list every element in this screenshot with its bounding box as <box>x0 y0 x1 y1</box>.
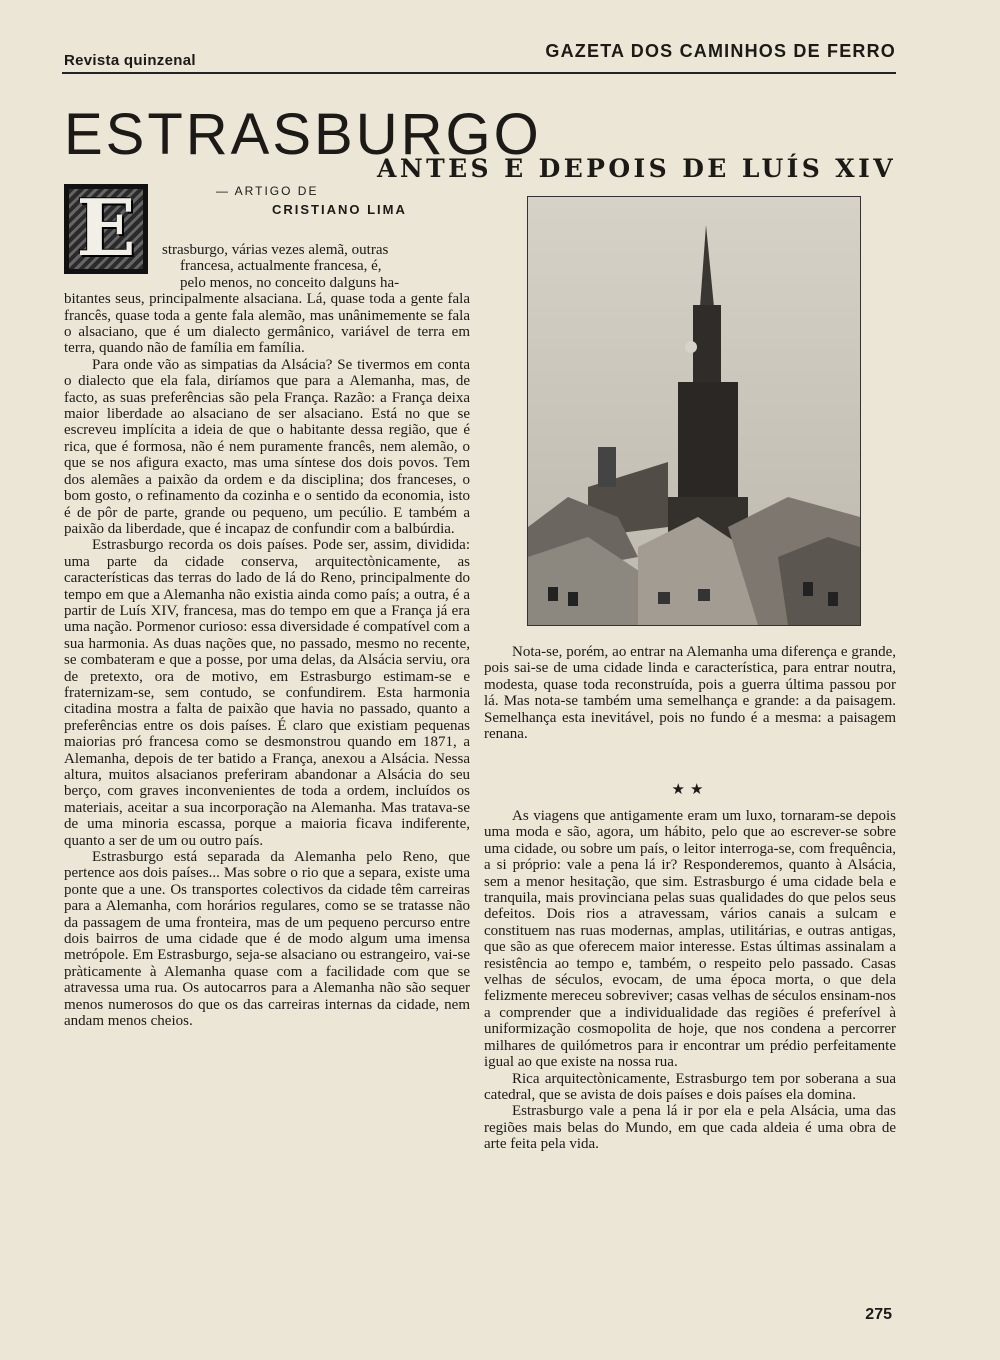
drop-cap-letter: E <box>76 183 136 274</box>
paragraph: Rica arquitectònicamente, Estrasburgo tem por soberana a sua catedral, que se avista de dois países e dois países ela domina. <box>484 1070 896 1103</box>
header-periodicity: Revista quinzenal <box>64 52 196 69</box>
cathedral-illustration <box>528 197 860 625</box>
header-magazine-title: GAZETA DOS CAMINHOS DE FERRO <box>545 41 896 61</box>
byline-prefix: — ARTIGO DE <box>216 184 319 198</box>
cathedral-photo <box>527 196 861 626</box>
paragraph: Para onde vão as simpatias da Alsácia? Se tivermos em conta o dialecto que ela fala, diríamos que para a Alemanha, mas, de facto, as suas preferências são pela França. Razão: a França deixa maior liberdade ao alsaciano de ser alsaciano. Está no que se escreveu implícita a ideia de que o habitante dessa região, que é rica, que é formosa, não é nem puramente francês, nem alemão, o que se nos afigura exacto, mas uma síntese dos dois povos. Tem dos alemães a paixão da ordem e da disciplina; dos franceses, o bom gosto, o refinamento da cozinha e o sentido da economia, isto é de pôr de parte, grande ou pequeno, um pecúlio. E também a paixão da liberdade, que é incapaz de confundir com a balbúrdia. <box>64 356 470 537</box>
intro-line: pelo menos, no conceito dalguns ha- <box>180 274 400 291</box>
page-number: 275 <box>865 1306 892 1323</box>
article-title: ESTRASBURGO <box>64 102 542 167</box>
header-rule <box>62 72 896 74</box>
left-column <box>64 242 470 1030</box>
intro-line: francesa, actualmente francesa, é, <box>180 258 382 275</box>
section-separator: ★★ <box>671 782 709 798</box>
intro-line: strasburgo, várias vezes alemã, outras <box>162 242 389 258</box>
paragraph: Nota-se, porém, ao entrar na Alemanha uma diferença e grande, pois sai-se de uma cidade linda e característica, para entrar noutra, modesta, quase toda reconstruída, pois a guerra última passou por lá. Mas nota-se também uma semelhança e grande: a da paisagem. Semelhança esta inevitável, pois no fundo é a mesma: a paisagem renana. <box>484 644 896 743</box>
paragraph: Estrasburgo vale a pena lá ir por ela e pela Alsácia, uma das regiões mais belas do Mundo, em que cada aldeia é uma obra de arte feita pela vida. <box>484 1103 896 1153</box>
byline-author: CRISTIANO LIMA <box>272 202 407 217</box>
paragraph: Estrasburgo está separada da Alemanha pelo Reno, que pertence aos dois países... Mas sobre o rio que a separa, existe uma ponte que a une. Os transportes colectivos da cidade têm carreiras para a Alemanha, com horários regulares, como se se tratasse não da passagem de uma fronteira, mas de um pequeno percurso entre dois bairros de uma cidade que é de modo algum uma imensa metrópole. Em Estrasburgo, seja-se alsaciano ou estrangeiro, vai-se pràticamente à Alemanha quase com a facilidade com que se atravessa uma rua. Os autocarros para a Alemanha não são sequer menos numerosos do que os das carreiras internas da cidade, nem andam menos cheios. <box>64 849 470 1030</box>
article-subtitle: ANTES E DEPOIS DE LUÍS XIV <box>377 154 896 183</box>
right-column-top <box>484 644 896 742</box>
paragraph: Estrasburgo recorda os dois países. Pode ser, assim, dividida: uma parte da cidade conserva, arquitectònicamente, as características das terras do lado de lá do Reno, principalmente do tempo em que a Alemanha não existia ainda como país; a outra, é a partir de Luís XIV, francesa, mas do tempo em que a França já era uma nação. Pormenor curioso: essa diversidade é compatível com a sua harmonia. As duas nações que, no passado, mesmo no recente, se combateram e que a posse, por uma delas, da Alsácia serviu, ora de pretexto, ora de motivo, em Estrasburgo estimam-se e fraternizam-se, sem contudo, se confundirem. Esta harmonia citadina mostra a falta de paixão que havia no passado, quanto a preferências entre os dois países. É claro que existiam pequenas maiorias pró francesa como se desmonstrou quando em 1871, a Alemanha, depois de ter batido a França, anexou a Alsácia. Nessa altura, muitos alsacianos preferiram abandonar a Alsácia do seu berço, com graves inconvenientes de toda a ordem, incluídos os materiais, aceitar a sua incorporação na Alemanha. Mas tratava-se de uma minoria escassa, porque a maioria ficava indiferente, quanto a ser de um ou outro país. <box>64 537 470 849</box>
paragraph: bitantes seus, principalmente alsaciana. Lá, quase toda a gente fala francês, quase toda a gente fala alemão, mas unânimemente se fala o alsaciano, que é um dialecto germânico, variável de terra em terra, quando não de família em família. <box>64 291 470 357</box>
right-column-bottom <box>484 808 896 1153</box>
paragraph: As viagens que antigamente eram um luxo, tornaram-se depois uma moda e são, agora, um hábito, pelo que ao escrever-se sobre uma cidade, ou sobre um país, o leitor interroga-se, com frequência, a si próprio: vale a pena lá ir? Responderemos, quanto à Alsácia, sem a menor hesitação, que sim. Estrasburgo é uma cidade bela e tranquila, mais provinciana pelas suas qualidades do que pelos seus defeitos. Dois rios a atravessam, vários canais a sulcam e constituem nas ruas modernas, amplas, utilitárias, e outras antigas, que são as que oferecem maior interesse. Estas últimas assinalam a resistência ao tempo e, também, o respeito pelo passado. Casas velhas de séculos, evocam, de uma época morta, o que dela felizmente mereceu sobreviver; casas velhas de séculos ensinam-nos a comprender que a individualidade das regiões é preferível à uniformização cosmopolita de hoje, que nos condena a percorrer milhares de quilómetros para ir encontrar um prédio perfeitamente igual ao que existe na nossa rua. <box>484 808 896 1071</box>
byline-prefix-text: ARTIGO DE <box>234 184 319 198</box>
intro-block <box>64 242 470 291</box>
